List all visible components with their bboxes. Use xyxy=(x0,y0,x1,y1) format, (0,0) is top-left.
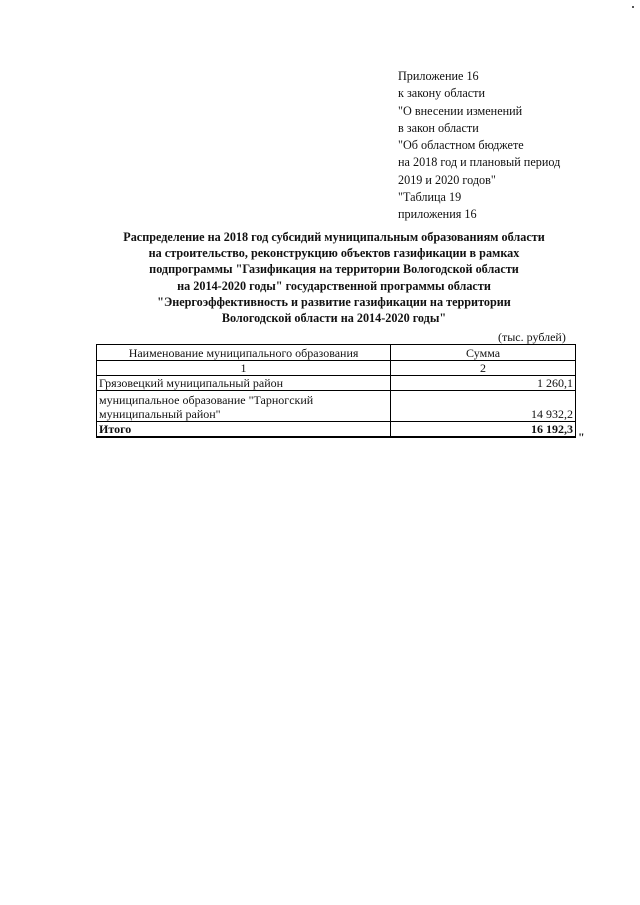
units-label: (тыс. рублей) xyxy=(498,330,566,344)
document-title xyxy=(96,229,572,326)
table-header-row xyxy=(97,345,576,361)
appendix-line: на 2018 год и плановый период xyxy=(398,155,561,170)
title-line: на строительство, реконструкцию объектов газификации в рамках xyxy=(148,246,520,261)
closing-quote: " xyxy=(578,430,585,444)
total-amount-cell: 16 192,3 xyxy=(391,422,576,438)
appendix-line: к закону области xyxy=(398,86,485,101)
municipality-name-cell xyxy=(97,391,391,422)
appendix-header xyxy=(398,68,560,224)
total-label-cell: Итого xyxy=(97,422,391,438)
appendix-line: "Об областном бюджете xyxy=(398,138,524,153)
column-number-cell: 1 xyxy=(97,361,391,376)
title-line: Распределение на 2018 год субсидий муниципальным образованиям области xyxy=(123,230,545,244)
title-line: на 2014-2020 годы" государственной программы области xyxy=(177,278,491,293)
appendix-line: 2019 и 2020 годов" xyxy=(398,172,496,187)
municipality-name-cell: Грязовецкий муниципальный район xyxy=(97,376,391,391)
total-row xyxy=(97,422,576,438)
table-row xyxy=(97,391,576,422)
amount-cell: 14 932,2 xyxy=(391,391,576,422)
municipality-name-line: муниципальное образование "Тарногский xyxy=(99,393,314,407)
appendix-line: в закон области xyxy=(398,120,479,135)
municipality-name-line: муниципальный район" xyxy=(99,407,221,421)
appendix-line: "О внесении изменений xyxy=(398,103,523,118)
header-name-cell: Наименование муниципального образования xyxy=(97,345,391,361)
amount-cell: 1 260,1 xyxy=(391,376,576,391)
title-line: подпрограммы "Газификация на территории Вологодской области xyxy=(149,262,519,277)
column-number-cell: 2 xyxy=(391,361,576,376)
scan-speck xyxy=(632,6,634,8)
header-amount-cell: Сумма xyxy=(391,345,576,361)
title-line: "Энергоэффективность и развитие газификации на территории xyxy=(157,294,511,309)
appendix-line: "Таблица 19 xyxy=(398,190,462,205)
appendix-line: Приложение 16 xyxy=(398,69,479,83)
title-line: Вологодской области на 2014-2020 годы" xyxy=(221,311,447,326)
subsidy-table xyxy=(96,344,576,438)
table-row xyxy=(97,376,576,391)
appendix-line: приложения 16 xyxy=(398,207,477,222)
column-number-row xyxy=(97,361,576,376)
